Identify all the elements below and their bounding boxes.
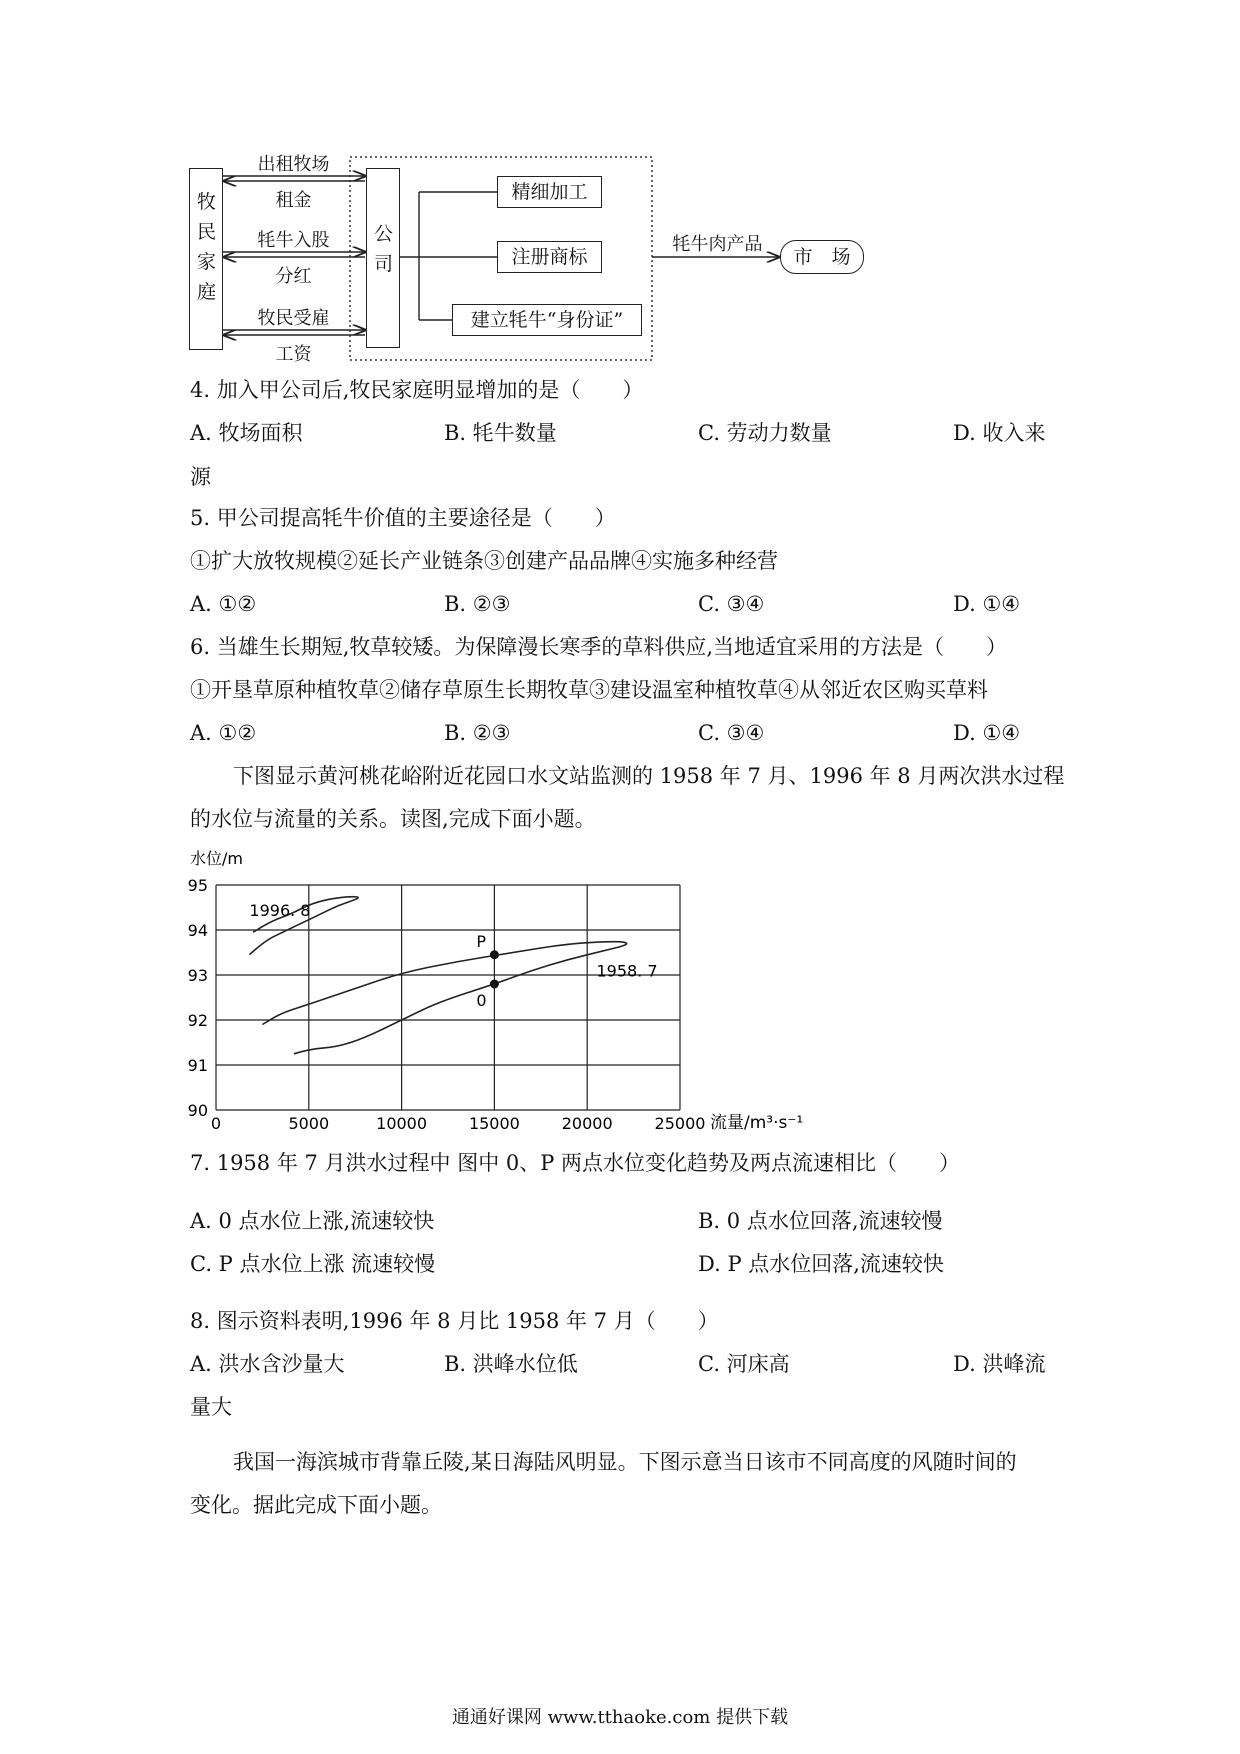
arrow-label-rent: 租金: [275, 190, 312, 211]
company-label: 公司: [374, 223, 394, 275]
intro3-line2: 变化。据此完成下面小题。: [190, 1493, 442, 1517]
q4-option-c: C. 劳动力数量: [698, 421, 832, 445]
y-tick-label: 91: [187, 1056, 208, 1075]
q6-option-d: D. ①④: [953, 721, 1021, 745]
q5-items: ①扩大放牧规模②延长产业链条③创建产品品牌④实施多种经营: [190, 549, 778, 573]
q8-option-c: C. 河床高: [698, 1352, 790, 1376]
q6-option-b: B. ②③: [444, 721, 511, 745]
page-footer: 通通好课网 www.tthaoke.com 提供下载: [451, 1707, 789, 1728]
arrow-label-rent-pasture: 出租牧场: [257, 154, 330, 175]
y-tick-label: 92: [187, 1011, 208, 1030]
q4-option-d: D. 收入来: [953, 421, 1046, 445]
x-tick-label: 0: [210, 1114, 222, 1133]
q4-option-d-wrap: 源: [190, 465, 211, 489]
q7-option-c: C. P 点水位上涨 流速较慢: [190, 1252, 436, 1276]
x-tick-label: 20000: [561, 1114, 613, 1133]
product-label: 牦牛肉产品: [672, 234, 763, 255]
q5-option-b: B. ②③: [444, 592, 511, 616]
chart-ylabel: 水位/m: [190, 849, 243, 868]
q8-stem: 8. 图示资料表明,1996 年 8 月比 1958 年 7 月（ ）: [190, 1309, 719, 1333]
chart-points: [476, 932, 499, 1010]
q4-option-a: A. 牧场面积: [190, 421, 303, 445]
q7-option-d: D. P 点水位回落,流速较快: [698, 1252, 944, 1276]
arrow-label-yak-shares: 牦牛入股: [257, 230, 330, 251]
chart-xlabel: 流量/m³·s⁻¹: [710, 1113, 804, 1133]
y-tick-label: 93: [187, 966, 208, 985]
q6-option-c: C. ③④: [698, 721, 765, 745]
x-tick-label: 25000: [654, 1114, 706, 1133]
market-box: 市 场: [780, 240, 864, 274]
arrow-label-dividend: 分红: [275, 266, 312, 287]
intro2-line2: 的水位与流量的关系。读图,完成下面小题。: [190, 807, 596, 831]
q5-option-d: D. ①④: [953, 592, 1021, 616]
arrow-label-employed: 牧民受雇: [257, 308, 330, 329]
q8-option-a: A. 洪水含沙量大: [190, 1352, 345, 1376]
water-level-flow-chart: [0, 840, 1240, 1140]
q5-stem: 5. 甲公司提高牦牛价值的主要途径是（ ）: [190, 506, 616, 530]
q4-stem: 4. 加入甲公司后,牧民家庭明显增加的是（ ）: [190, 378, 644, 402]
arrow-label-wage: 工资: [275, 344, 312, 365]
x-tick-label: 15000: [468, 1114, 520, 1133]
intro3-line1: 我国一海滨城市背靠丘陵,某日海陆风明显。下图示意当日该市不同高度的风随时间的: [233, 1450, 1017, 1474]
q5-option-a: A. ①②: [190, 592, 257, 616]
point-label: P: [476, 931, 487, 951]
q7-option-b: B. 0 点水位回落,流速较慢: [698, 1209, 943, 1233]
family-label: 牧民家庭: [197, 191, 217, 303]
q7-option-a: A. 0 点水位上涨,流速较快: [190, 1209, 435, 1233]
q7-stem: 7. 1958 年 7 月洪水过程中 图中 0、P 两点水位变化趋势及两点流速相比（ ）: [190, 1151, 961, 1175]
q6-items: ①开垦草原种植牧草②储存草原生长期牧草③建设温室种植牧草④从邻近农区购买草料: [190, 678, 988, 702]
point-label: 0: [476, 991, 487, 1010]
point-marker: [490, 980, 499, 989]
q6-option-a: A. ①②: [190, 721, 257, 745]
y-tick-label: 90: [187, 1101, 208, 1120]
q8-option-d: D. 洪峰流: [953, 1352, 1046, 1376]
activity-box-trademark: 注册商标: [497, 241, 602, 273]
series-line: [262, 942, 626, 1054]
family-box: [189, 168, 223, 350]
y-tick-label: 94: [187, 921, 208, 940]
q5-option-c: C. ③④: [698, 592, 765, 616]
q8-option-b: B. 洪峰水位低: [444, 1352, 578, 1376]
activity-box-processing: 精细加工: [497, 176, 602, 208]
q4-option-b: B. 牦牛数量: [444, 421, 557, 445]
series-label: 1958. 7: [596, 961, 658, 981]
q8-option-d-wrap: 量大: [190, 1395, 232, 1419]
point-marker: [490, 950, 499, 959]
y-tick-label: 95: [187, 876, 208, 895]
activity-box-yak-id: 建立牦牛“身份证”: [452, 304, 642, 336]
q6-stem: 6. 当雄生长期短,牧草较矮。为保障漫长寒季的草料供应,当地适宜采用的方法是（ ）: [190, 635, 1008, 659]
intro2-line1: 下图显示黄河桃花峪附近花园口水文站监测的 1958 年 7 月、1996 年 8 月两次洪水过程: [233, 764, 1065, 788]
company-box: [366, 168, 400, 348]
x-tick-label: 10000: [376, 1114, 428, 1133]
x-tick-label: 5000: [288, 1114, 330, 1133]
series-label: 1996. 8: [249, 900, 311, 920]
